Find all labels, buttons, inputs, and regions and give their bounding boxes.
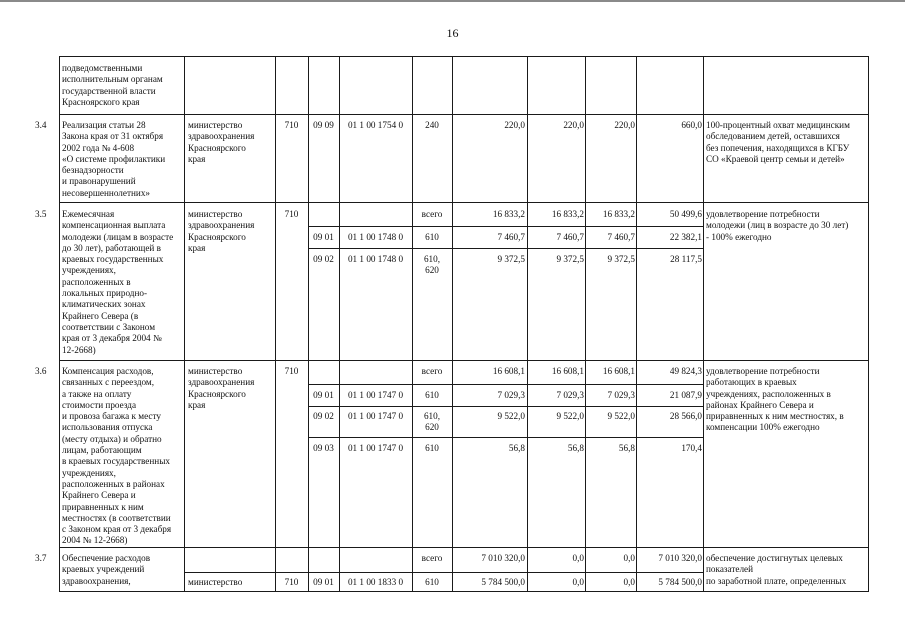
row-3-5-number: 3.5 [35, 209, 47, 219]
row-3-6-sub-2-year3: 7 029,3 [607, 390, 635, 400]
row-3-5-name: Ежемесячная компенсационная выплата молодежи (лицам в возрасте до 30 лет), работающей в краевых государственных учреждениях, расположенных в локальных природно- климатических зонах Крайнего Севера (в соответствии с Законом края от 3 декабря 2004 № 12-2668) [62, 209, 174, 355]
row-3-7-sub-1-year1: 7 010 320,0 [481, 553, 525, 563]
row-3-5-sub-2-vr: 610 [425, 232, 439, 242]
row-3-7-sub-2-csr: 01 1 00 1833 0 [347, 577, 404, 587]
row-3-7-sub-2-total: 5 784 500,0 [658, 577, 702, 587]
row-3-6-sub-4-rzpr: 09 03 [313, 443, 334, 453]
row-3-4-csr: 01 1 00 1754 0 [347, 120, 404, 130]
row-3-6-sub-3-rzpr: 09 02 [313, 411, 334, 421]
row-3-6-sub-2-year2: 7 029,3 [556, 390, 584, 400]
row-3-5-sub-1-total: 50 499,6 [669, 209, 702, 219]
row-3-7-sub-2-code: 710 [284, 577, 299, 587]
row-3-4-total: 660,0 [681, 120, 702, 130]
row-3-6-sub-3-vr: 610, 620 [423, 411, 441, 433]
row-3-6-sub-1-year2: 16 608,1 [551, 366, 584, 376]
row-3-6-sub-4-total: 170,4 [681, 443, 702, 453]
row-3-6-sub-2-year1: 7 029,3 [497, 390, 525, 400]
row-3-5-sub-2-year2: 7 460,7 [556, 232, 584, 242]
row-3-4-result: 100-процентный охват медицинским обследованием детей, оставшихся без попечения, находящихся в КГБУ СО «Краевой центр семьи и детей» [706, 120, 850, 164]
row-3-4-rzpr: 09 09 [313, 120, 334, 130]
row-3-6-sub-4-year2: 56,8 [567, 443, 584, 453]
row-3-5-sub-1-year1: 16 833,2 [492, 209, 525, 219]
row-3-7-sub-2-rzpr: 09 01 [313, 577, 334, 587]
row-3-7-sub-2-year2: 0,0 [572, 577, 584, 587]
row-3-4-year2: 220,0 [563, 120, 584, 130]
row-3-7-sub-1-year3: 0,0 [623, 553, 635, 563]
row-3-6-sub-1-year3: 16 608,1 [602, 366, 635, 376]
row-3-4-year3: 220,0 [614, 120, 635, 130]
page-number: 16 [446, 26, 459, 40]
row-3-5-sub-1-year2: 16 833,2 [551, 209, 584, 219]
row-3-5-sub-3-year3: 9 372,5 [607, 254, 635, 264]
row-3-5-sub-3-year2: 9 372,5 [556, 254, 584, 264]
row-3-6-sub-4-vr: 610 [425, 443, 439, 453]
row-3-5-sub-2-year3: 7 460,7 [607, 232, 635, 242]
row-3-6-sub-3-total: 28 566,0 [669, 411, 702, 421]
row-3-7-number: 3.7 [35, 553, 47, 563]
row-3-6-sub-3-csr: 01 1 00 1747 0 [347, 411, 404, 421]
row-3-5-sub-2-year1: 7 460,7 [497, 232, 525, 242]
row-3-5-sub-2-csr: 01 1 00 1748 0 [347, 232, 404, 242]
row-3-6-sub-2-rzpr: 09 01 [313, 390, 334, 400]
row-3-6-sub-3-year3: 9 522,0 [607, 411, 635, 421]
row-3-4-ministry: министерство здравоохранения Красноярского края [188, 120, 255, 164]
row-3-4-vr: 240 [425, 120, 439, 130]
row-3-6-sub-3-year1: 9 522,0 [497, 411, 525, 421]
row-3-4-year1: 220,0 [504, 120, 525, 130]
row-3-5-sub-3-total: 28 117,5 [670, 254, 702, 264]
row-3-6-code: 710 [284, 366, 299, 376]
row-3-4-name: Реализация статьи 28 Закона края от 31 октября 2002 года № 4-608 «О системе профилактики безнадзорности и правонарушений несовершеннолетних» [62, 120, 166, 198]
row-3-6-sub-4-year1: 56,8 [508, 443, 525, 453]
row-3-5-sub-3-vr: 610, 620 [423, 254, 441, 276]
row-3-5-sub-3-csr: 01 1 00 1748 0 [347, 254, 404, 264]
row-3-7-sub-1-year2: 0,0 [572, 553, 584, 563]
row-3-6-sub-4-csr: 01 1 00 1747 0 [347, 443, 404, 453]
row-cont-name: подведомственными исполнительным органам государственной власти Красноярского края [62, 63, 163, 107]
row-3-6-sub-2-csr: 01 1 00 1747 0 [347, 390, 404, 400]
row-3-6-sub-1-year1: 16 608,1 [492, 366, 525, 376]
row-3-7-sub-2-ministry: министерство [188, 577, 243, 587]
row-3-5-sub-1-vr: всего [421, 209, 443, 219]
row-3-5-sub-3-rzpr: 09 02 [313, 254, 334, 264]
row-3-4-number: 3.4 [35, 120, 47, 130]
row-3-7-sub-1-vr: всего [421, 553, 443, 563]
row-3-5-code: 710 [284, 209, 299, 219]
row-3-4-code: 710 [284, 120, 299, 130]
row-3-7-name: Обеспечение расходов краевых учреждений здравоохранения, [62, 553, 151, 586]
row-3-5-sub-3-year1: 9 372,5 [497, 254, 525, 264]
row-3-6-number: 3.6 [35, 366, 47, 376]
row-3-6-sub-1-total: 49 824,3 [669, 366, 702, 376]
row-3-6-sub-1-vr: всего [421, 366, 443, 376]
row-3-5-sub-1-year3: 16 833,2 [602, 209, 635, 219]
row-3-5-result: удовлетворение потребности молодежи (лиц в возрасте до 30 лет) - 100% ежегодно [706, 209, 849, 242]
row-3-5-sub-2-rzpr: 09 01 [313, 232, 334, 242]
row-3-6-sub-4-year3: 56,8 [618, 443, 635, 453]
row-3-5-sub-2-total: 22 382,1 [669, 232, 702, 242]
row-3-6-sub-2-total: 21 087,9 [669, 390, 702, 400]
page-top-border [0, 0, 905, 2]
row-3-7-sub-2-year3: 0,0 [623, 577, 635, 587]
row-3-7-result: обеспечение достигнутых целевых показателей по заработной плате, определенных [706, 553, 847, 586]
row-3-6-sub-2-vr: 610 [425, 390, 439, 400]
row-3-7-sub-2-year1: 5 784 500,0 [481, 577, 525, 587]
row-3-7-sub-1-total: 7 010 320,0 [658, 553, 702, 563]
row-3-6-sub-3-year2: 9 522,0 [556, 411, 584, 421]
row-3-6-ministry: министерство здравоохранения Красноярского края [188, 366, 255, 410]
row-3-5-ministry: министерство здравоохранения Красноярского края [188, 209, 255, 253]
row-3-7-sub-2-vr: 610 [425, 577, 439, 587]
row-3-6-result: удовлетворение потребности работающих в краевых учреждениях, расположенных в районах Крайнего Севера и приравненных к ним местностях, в компенсации 100% ежегодно [706, 366, 844, 433]
row-3-6-name: Компенсация расходов, связанных с переездом, а также на оплату стоимости проезда и провоза багажа к месту использования отпуска (месту отдыха) и обратно лицам, работающим в краевых государственных учреждениях, расположенных в районах Крайнего Севера и приравненных к ним местностях (в соответствии с Законом края от 3 декабря 2004 № 12-2668) [62, 366, 172, 546]
